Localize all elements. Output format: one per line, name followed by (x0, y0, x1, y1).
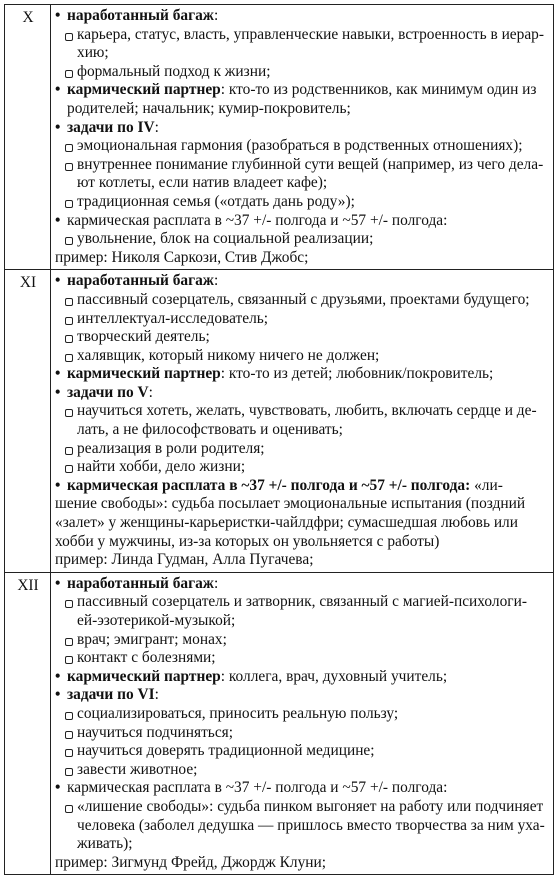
baggage-label: наработанный багаж (67, 7, 214, 24)
square-bullet-icon (65, 409, 73, 417)
list-item: врач; эмигрант; монах; (77, 630, 227, 648)
list-item: найти хобби, дело жизни; (77, 458, 246, 476)
square-bullet-icon (65, 70, 73, 78)
square-bullet-icon (65, 447, 73, 455)
square-bullet-icon (65, 656, 73, 664)
house-number: X (5, 5, 51, 270)
tasks-label: задачи по VI (67, 686, 155, 704)
house-number: XI (5, 270, 51, 573)
list-item: традиционная семья («отдать дань роду»); (77, 192, 355, 210)
retribution-label: кармическая расплата в ~37 +/- полгода и ~57 +/- полгода: (67, 476, 471, 494)
tasks-label: задачи по IV (67, 118, 155, 136)
list-item: пассивный созерцатель, связанный с друзьями, проектами будущего; (77, 290, 530, 308)
list-item: завести животное; (77, 760, 198, 778)
list-item: увольнение, блок на социальной реализации; (77, 230, 374, 248)
table-row (5, 270, 554, 573)
list-item: интеллектуал-исследователь; (77, 309, 269, 327)
row-content: • наработанный багаж: карьера, статус, власть, управленческие навыки, встроенность в иерар- хию; формальный подход к жизни; • кармический партнер: кто-то из родственников, как минимум один из родителей; начальник; кумир-покровитель; • задачи по IV: эмоциональная гармония (разобраться в родственных отношениях); внутреннее понимание глубинной сути вещей (например, из чего дела- ют котлеты, если натив владеет кафе); традиционная семья («отдать дань роду»); • кармическая расплата в ~37 +/- полгода и ~57 +/- полгода: увольнение, блок на социальной реализации; пример: Николя Саркози, Стив Джобс; (51, 5, 554, 270)
example-text: пример: Линда Гудман, Алла Пугачева; (55, 551, 314, 569)
square-bullet-icon (65, 354, 73, 362)
table-row (5, 5, 554, 270)
list-item: научиться подчиняться; (77, 723, 234, 741)
list-item: хию; (77, 44, 109, 62)
list-item: реализация в роли родителя; (77, 439, 265, 457)
list-item: пассивный созерцатель и затворник, связанный с магией-психологи- (77, 593, 527, 611)
square-bullet-icon (65, 335, 73, 343)
list-item: карьера, статус, власть, управленческие навыки, встроенность в иерар- (77, 25, 544, 43)
list-item: внутреннее понимание глубинной сути вещей (например, из чего дела- (77, 155, 544, 173)
list-item: ей-эзотерикой-музыкой; (77, 612, 236, 629)
partner-text: : коллега, врач, духовный учитель; (220, 667, 448, 685)
retribution-text: кармическая расплата в ~37 +/- полгода и ~57 +/- полгода: (67, 211, 448, 229)
baggage-label: наработанный багаж (67, 272, 214, 290)
square-bullet-icon (65, 298, 73, 306)
square-bullet-icon (65, 712, 73, 720)
partner-label: кармический партнер (67, 667, 221, 685)
square-bullet-icon (65, 317, 73, 325)
example-text: пример: Зигмунд Фрейд, Джордж Клуни; (55, 853, 327, 871)
list-item: научиться доверять традиционной медицине; (77, 742, 375, 760)
partner-text: родителей; начальник; кумир-покровитель; (67, 99, 351, 117)
partner-text: : кто-то из родственников, как минимум один из (220, 81, 537, 99)
list-item: формальный подход к жизни; (77, 62, 271, 80)
baggage-label: наработанный багаж (67, 574, 214, 592)
partner-text: : кто-то из детей; любовник/покровитель; (220, 365, 494, 383)
list-item: живать); (77, 835, 133, 853)
square-bullet-icon (65, 33, 73, 41)
list-item: эмоциональная гармония (разобраться в родственных отношениях); (77, 137, 523, 155)
list-item: социализироваться, приносить реальную пользу; (77, 704, 399, 722)
list-item: творческий деятель; (77, 328, 210, 346)
partner-label: кармический партнер (67, 365, 221, 383)
list-item: лать, а не философствовать и оценивать; (77, 421, 343, 439)
square-bullet-icon (65, 600, 73, 608)
square-bullet-icon (65, 768, 73, 776)
karma-table (4, 4, 554, 875)
list-item: научиться хотеть, желать, чувствовать, любить, включать сердце и де- (77, 402, 537, 420)
retribution-text: «залет» у женщины-карьеристки-чайлдфри; сумасшедшая любовь или (55, 514, 518, 532)
list-item: «лишение свободы»: судьба пинком выгоняет на работу или подчиняет (77, 797, 544, 815)
list-item: ют котлеты, если натив владеет кафе); (77, 174, 328, 192)
retribution-text: кармическая расплата в ~37 +/- полгода и ~57 +/- полгода: (67, 779, 448, 797)
list-item: халявщик, который никому ничего не должен; (77, 346, 380, 364)
square-bullet-icon (65, 731, 73, 739)
table-row (5, 572, 554, 875)
retribution-text: «ли- (470, 476, 503, 494)
square-bullet-icon (65, 144, 73, 152)
square-bullet-icon (65, 749, 73, 757)
square-bullet-icon (65, 200, 73, 208)
tasks-label: задачи по V (67, 383, 149, 401)
row-content: • наработанный багаж: пассивный созерцатель, связанный с друзьями, проектами будущего; интеллектуал-исследователь; творческий деятель; халявщик, который никому ничего не должен; • кармический партнер: кто-то из детей; любовник/покровитель; • задачи по V: научиться хотеть, желать, чувствовать, любить, включать сердце и де- лать, а не философствовать и оценивать; реализация в роли родителя; найти хобби, дело жизни; • кармическая расплата в ~37 +/- полгода и ~57 +/- полгода: «ли- шение свободы»: судьба посылает эмоциональные испытания (поздний «залет» у женщины-карьеристки-чайлдфри; сумасшедшая любовь или хобби у мужчины, из-за которых он увольняется с работы) пример: Линда Гудман, Алла Пугачева; (51, 270, 554, 573)
example-text: пример: Николя Саркози, Стив Джобс; (55, 248, 309, 266)
retribution-text: шение свободы»: судьба посылает эмоциональные испытания (поздний (55, 495, 526, 513)
square-bullet-icon (65, 805, 73, 813)
retribution-text: хобби у мужчины, из-за которых он увольняется с работы) (55, 532, 440, 550)
list-item: человека (заболел дедушка — пришлось вместо творчества за ним уха- (77, 816, 545, 834)
square-bullet-icon (65, 237, 73, 245)
row-content: • наработанный багаж: пассивный созерцатель и затворник, связанный с магией-психологи- ей-эзотерикой-музыкой; врач; эмигрант; монах; контакт с болезнями; • кармический партнер: коллега, врач, духовный учитель; • задачи по VI: социализироваться, приносить реальную пользу; научиться подчиняться; научиться доверять традиционной медицине; завести животное; • кармическая расплата в ~37 +/- полгода и ~57 +/- полгода: «лишение свободы»: судьба пинком выгоняет на работу или подчиняет человека (заболел дедушка — пришлось вместо творчества за ним уха- живать); пример: Зигмунд Фрейд, Джордж Клуни; (51, 572, 554, 875)
house-number: XII (5, 572, 51, 875)
square-bullet-icon (65, 638, 73, 646)
list-item: контакт с болезнями; (77, 649, 216, 667)
square-bullet-icon (65, 465, 73, 473)
square-bullet-icon (65, 163, 73, 171)
partner-label: кармический партнер (67, 81, 221, 99)
